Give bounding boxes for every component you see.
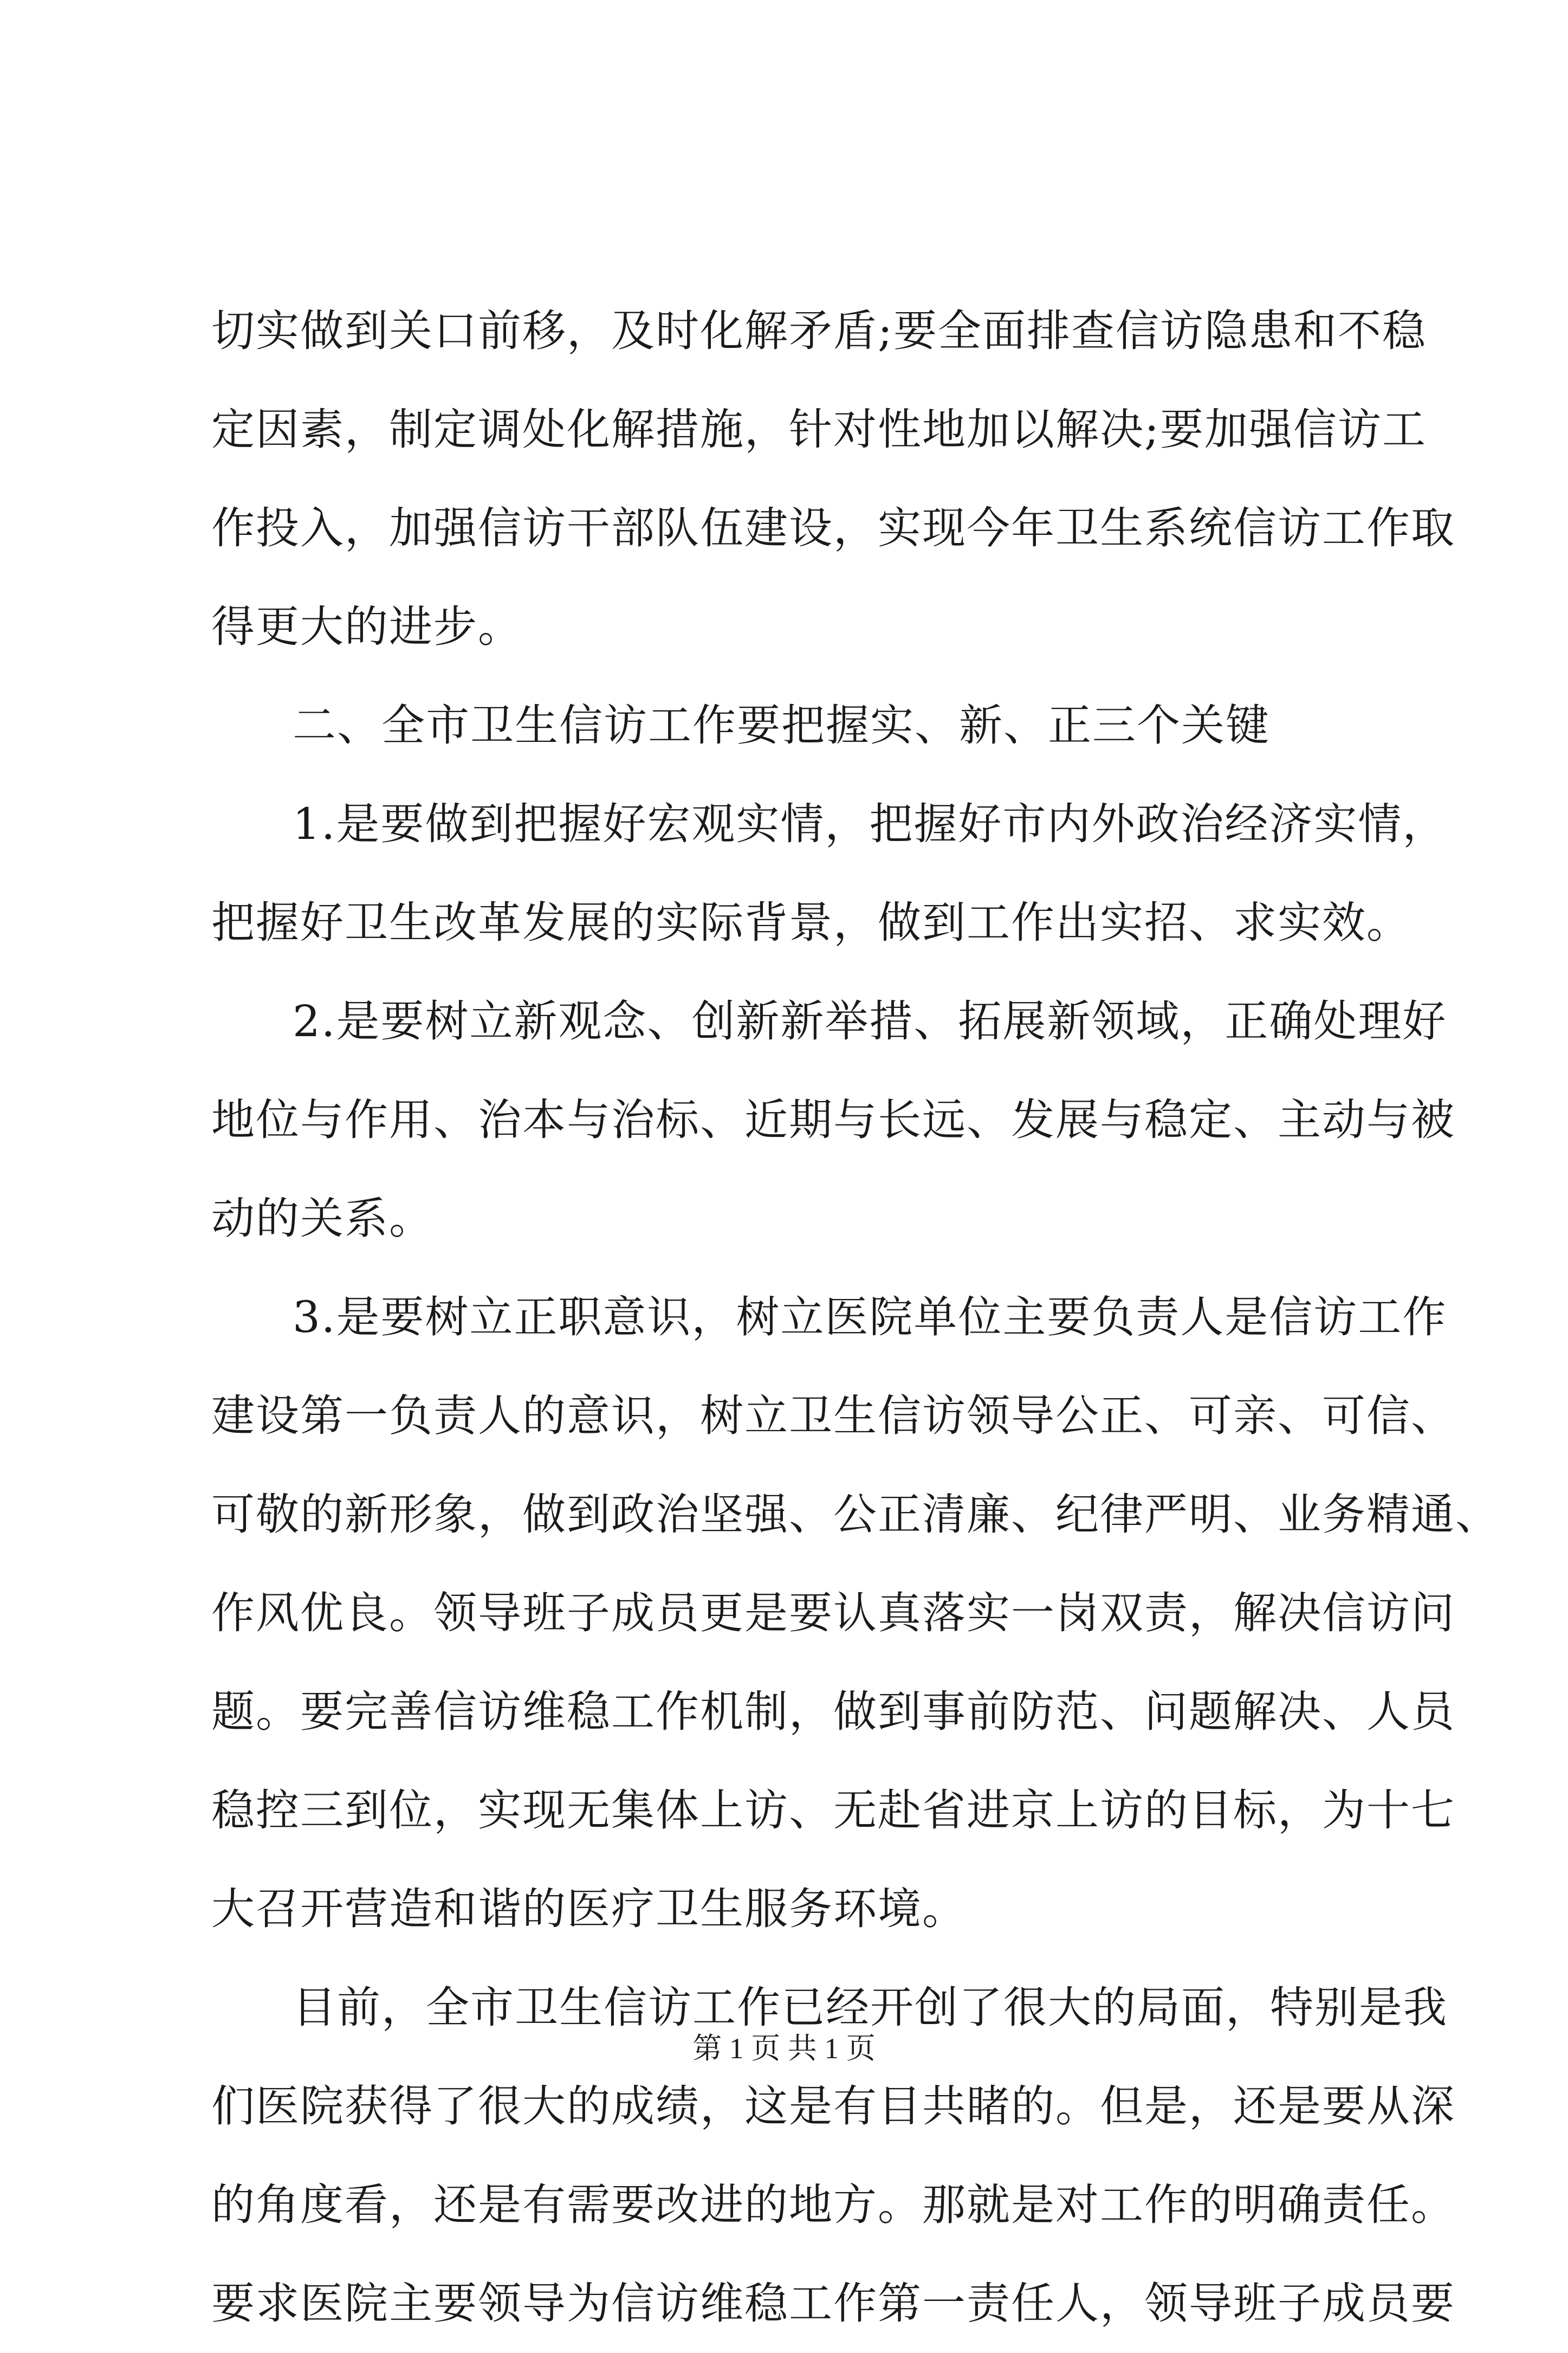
text-line: 1.是要做到把握好宏观实情，把握好市内外政治经济实情， — [293, 799, 1447, 849]
paragraph — [211, 775, 1447, 972]
text-line: 们医院获得了很大的成绩，这是有目共睹的。但是，还是要从深 — [211, 2081, 1455, 2131]
paragraph — [211, 282, 1455, 676]
text-line: 稳控三到位，实现无集体上访、无赴省进京上访的目标，为十七 — [211, 1785, 1455, 1835]
section-heading — [211, 676, 1425, 775]
text-line: 2.是要树立新观念、创新新举措、拓展新领域，正确处理好 — [293, 996, 1447, 1046]
text-line: 地位与作用、治本与治标、近期与长远、发展与稳定、主动与被 — [211, 1095, 1455, 1145]
text-line: 得更大的进步。 — [211, 602, 522, 652]
text-line: 题。要完善信访维稳工作机制，做到事前防范、问题解决、人员 — [211, 1686, 1455, 1737]
paragraph — [211, 1268, 1500, 1958]
text-line: 大召开营造和谐的医疗卫生服务环境。 — [211, 1884, 967, 1934]
text-line: 3.是要树立正职意识，树立医院单位主要负责人是信访工作 — [293, 1292, 1447, 1342]
text-line: 可敬的新形象，做到政治坚强、公正清廉、纪律严明、业务精通、 — [211, 1489, 1500, 1540]
text-line: 作投入，加强信访干部队伍建设，实现今年卫生系统信访工作取 — [211, 503, 1455, 553]
text-line: 的角度看，还是有需要改进的地方。那就是对工作的明确责任。 — [211, 2180, 1455, 2230]
text-line: 目前，全市卫生信访工作已经开创了很大的局面，特别是我 — [293, 1982, 1448, 2033]
paragraph — [211, 972, 1455, 1268]
page-footer — [0, 2029, 1568, 2067]
text-line: 把握好卫生改革发展的实际背景，做到工作出实招、求实效。 — [211, 897, 1411, 948]
text-line: 要求医院主要领导为信访维稳工作第一责任人，领导班子成员要 — [211, 2278, 1455, 2329]
text-line: 二、全市卫生信访工作要把握实、新、正三个关键 — [293, 700, 1270, 751]
paragraph — [211, 1958, 1455, 2353]
text-line: 定因素，制定调处化解措施，针对性地加以解决;要加强信访工 — [211, 404, 1427, 455]
text-line: 动的关系。 — [211, 1193, 433, 1244]
page-number: 第 1 页 共 1 页 — [692, 2032, 876, 2065]
text-line: 建设第一负责人的意识，树立卫生信访领导公正、可亲、可信、 — [211, 1391, 1455, 1441]
text-line: 作风优良。领导班子成员更是要认真落实一岗双责，解决信访问 — [211, 1588, 1455, 1638]
text-line: 切实做到关口前移，及时化解矛盾;要全面排查信访隐患和不稳 — [211, 306, 1427, 356]
